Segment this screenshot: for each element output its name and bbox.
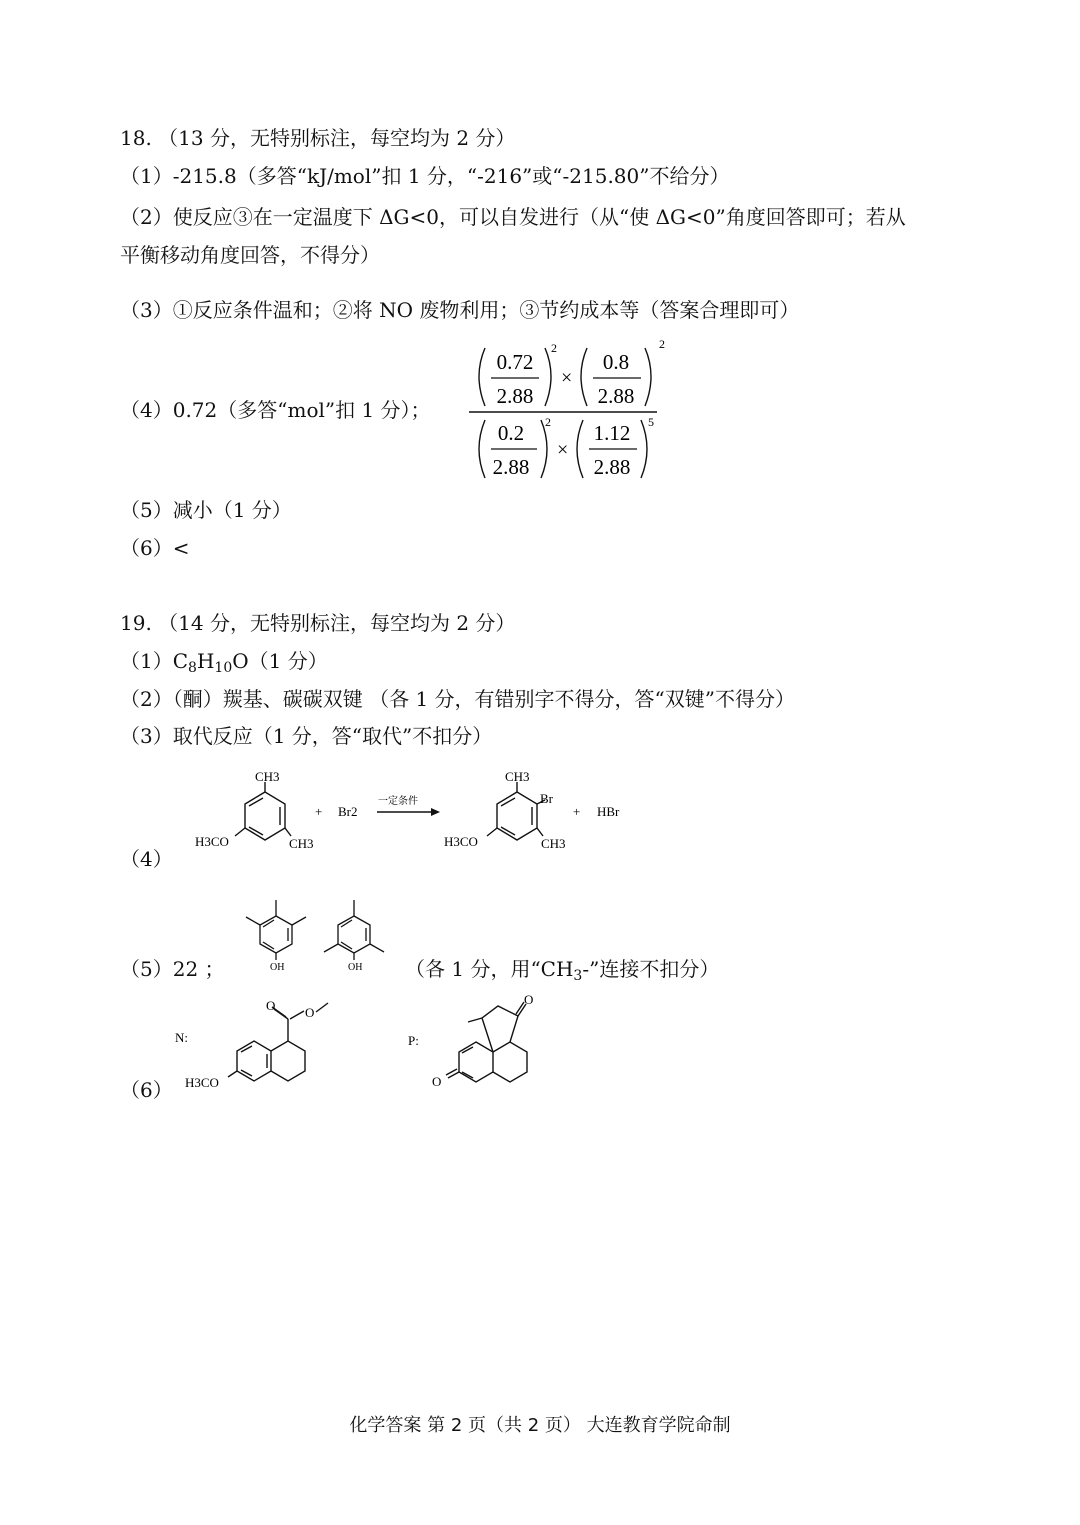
- n-h3co: H3CO: [185, 1075, 219, 1090]
- den-a-top: 0.2: [497, 421, 525, 445]
- q18-part1: （1）-215.8（多答“kJ/mol”扣 1 分，“-216”或“-215.80”不给分）: [120, 164, 730, 188]
- reactant-h3co: H3CO: [195, 834, 229, 849]
- equilibrium-expression: [465, 336, 675, 486]
- q19-part4-label: （4）: [120, 847, 173, 871]
- q18-header: 18. （13 分，无特别标注，每空均为 2 分）: [120, 126, 516, 150]
- plus-1: +: [315, 804, 323, 819]
- den-b-top: 1.12: [593, 421, 631, 445]
- isomer-structures: [240, 890, 400, 979]
- structure-p: [400, 990, 550, 1099]
- q18-part3: （3）①反应条件温和；②将 NO 废物利用；③节约成本等（答案合理即可）: [120, 298, 800, 322]
- n-label: N:: [175, 1030, 188, 1045]
- product-ch3-right: CH3: [541, 836, 566, 851]
- plus-2: +: [573, 804, 581, 819]
- den-b-bot: 2.88: [593, 455, 631, 479]
- q19-part5-note: （各 1 分，用“$CH_3-$”连接不扣分）: [405, 957, 720, 984]
- oh-2: OH: [348, 962, 363, 973]
- hbr: HBr: [597, 804, 620, 819]
- product-h3co: H3CO: [444, 834, 478, 849]
- num-a-bot: 2.88: [496, 384, 534, 408]
- product-br: Br: [540, 791, 553, 806]
- p-label: P:: [408, 1033, 419, 1048]
- p-ketone-o-top: O: [524, 992, 534, 1007]
- n-carbonyl-o: O: [266, 998, 276, 1013]
- num-b-bot: 2.88: [597, 384, 635, 408]
- num-a-top: 0.72: [496, 350, 534, 374]
- reactant-ch3-top: CH3: [255, 770, 280, 784]
- q19-header: 19. （14 分，无特别标注，每空均为 2 分）: [120, 611, 516, 635]
- oh-1: OH: [270, 962, 285, 973]
- q19-part3: （3）取代反应（1 分，答“取代”不扣分）: [120, 724, 493, 748]
- structure-n: [170, 995, 345, 1099]
- product-ch3-top: CH3: [505, 770, 530, 784]
- q19-part5-label: （5）22 ；: [120, 957, 225, 981]
- page-footer: 化学答案 第 2 页（共 2 页） 大连教育学院命制: [349, 1415, 731, 1436]
- q18-part6: （6）<: [120, 536, 190, 560]
- reactant-ch3-right: CH3: [289, 836, 314, 851]
- q18-part5: （5）减小（1 分）: [120, 498, 292, 522]
- num-b-top: 0.8: [602, 350, 630, 374]
- q19-part1: $(1)C_8H_{10}O(1$ 分）: [120, 649, 328, 676]
- p-ketone-o-left: O: [432, 1074, 442, 1089]
- n-ester-o: O: [305, 1005, 315, 1020]
- q19-part2: （2）（酮）羰基、碳碳双键 （各 1 分，有错别字不得分，答“双键”不得分）: [120, 687, 795, 711]
- den-a-exp: 2: [545, 415, 551, 429]
- q18-part2-line2: 平衡移动角度回答，不得分）: [120, 243, 380, 267]
- num-a-exp: 2: [551, 341, 557, 355]
- reaction-condition: 一定条件: [378, 796, 418, 807]
- q18-part4: （4）0.72（多答“mol”扣 1 分）；: [120, 398, 431, 422]
- num-b-exp: 2: [659, 337, 665, 351]
- den-a-bot: 2.88: [492, 455, 530, 479]
- q18-part2-line1: （2）使反应③在一定温度下 ΔG<0，可以自发进行（从“使 ΔG<0”角度回答即可；若从: [120, 205, 906, 229]
- br2: Br2: [338, 804, 358, 819]
- num-times: ×: [561, 367, 573, 389]
- q19-part6-label: （6）: [120, 1078, 173, 1102]
- den-b-exp: 5: [648, 415, 654, 429]
- bromination-reaction: [185, 770, 645, 864]
- den-times: ×: [557, 439, 569, 461]
